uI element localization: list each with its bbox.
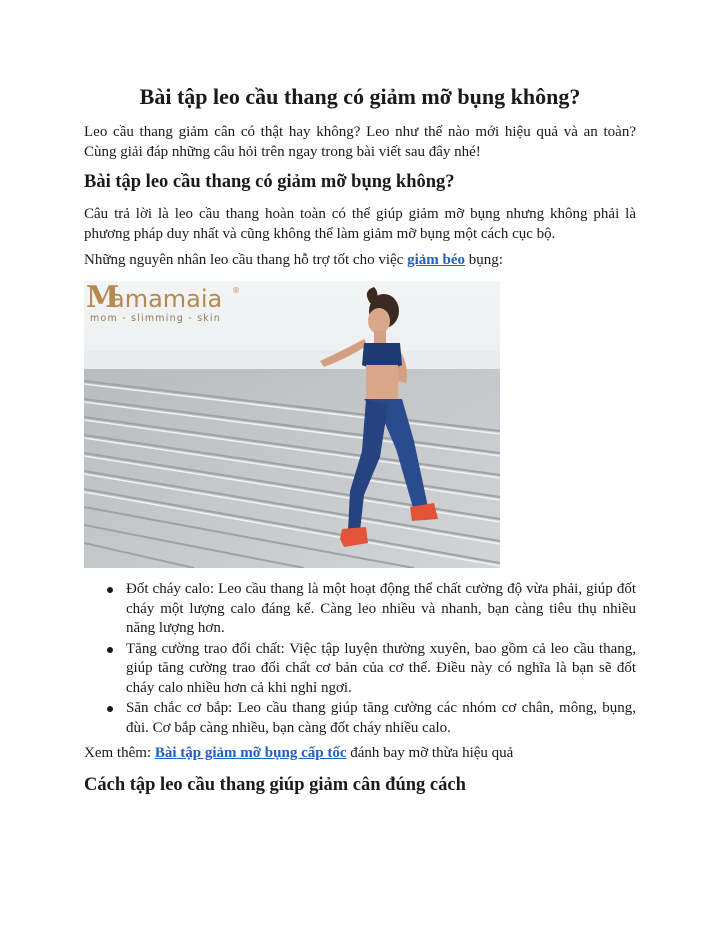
bullet-icon [107,647,113,653]
reasons-suffix: bụng: [465,252,503,268]
section-heading-2: Cách tập leo cầu thang giúp giảm cân đúng cách [84,775,466,795]
stair-running-photo [84,281,500,568]
logo-wordmark: amamaia [110,285,223,313]
bullet-icon [107,587,113,593]
page-title: Bài tập leo cầu thang có giảm mỡ bụng không? [139,84,581,109]
weight-loss-link[interactable]: giảm béo [407,252,465,268]
list-item-text: Săn chắc cơ bắp: Leo cầu thang giúp tăng cường các nhóm cơ chân, mông, bụng, đùi. Cơ bắp càng nhiều, bạn càng đốt cháy nhiều calo. [126,700,636,736]
intro-paragraph: Leo cầu thang giảm cân có thật hay không? Leo như thế nào mới hiệu quả và an toàn? Cùng giải đáp những câu hỏi trên ngay trong bài viết sau đây nhé! [84,124,636,160]
list-item [84,580,636,639]
reasons-paragraph [84,250,636,270]
reasons-prefix: Những nguyên nhân leo cầu thang hỗ trợ tốt cho việc [84,252,408,268]
see-more-prefix: Xem thêm: [84,745,155,761]
answer-paragraph: Câu trả lời là leo cầu thang hoàn toàn có thể giúp giảm mỡ bụng nhưng không phải là phương pháp duy nhất và cũng không thể làm giảm mỡ bụng một cách cục bộ. [84,206,636,242]
see-more-suffix: đánh bay mỡ thừa hiệu quả [346,745,514,761]
section-heading-1: Bài tập leo cầu thang có giảm mỡ bụng không? [84,172,455,192]
list-item [84,699,636,738]
logo-tagline: mom - slimming - skin [90,313,221,324]
bullet-icon [107,706,113,712]
list-item [84,640,636,699]
logo-mark: M [86,281,120,315]
list-item-text: Đốt cháy calo: Leo cầu thang là một hoạt động thể chất cường độ vừa phải, giúp đốt cháy một lượng calo đáng kể. Càng leo nhiều và nhanh, bạn càng tiêu thụ nhiều năng lượng hơn. [126,581,636,636]
belly-fat-exercise-link[interactable]: Bài tập giảm mỡ bụng cấp tốc [154,745,347,761]
see-more-paragraph [84,743,636,763]
logo-registered: ® [232,286,240,295]
reasons-list [84,580,636,739]
list-item-text: Tăng cường trao đổi chất: Việc tập luyện thường xuyên, bao gồm cả leo cầu thang, giúp tăng cường trao đổi chất cơ bản của cơ thể. Điều này có nghĩa là bạn sẽ đốt cháy calo nhiều hơn cả khi nghỉ ngơi. [126,640,636,696]
mamamaia-logo [86,281,240,324]
